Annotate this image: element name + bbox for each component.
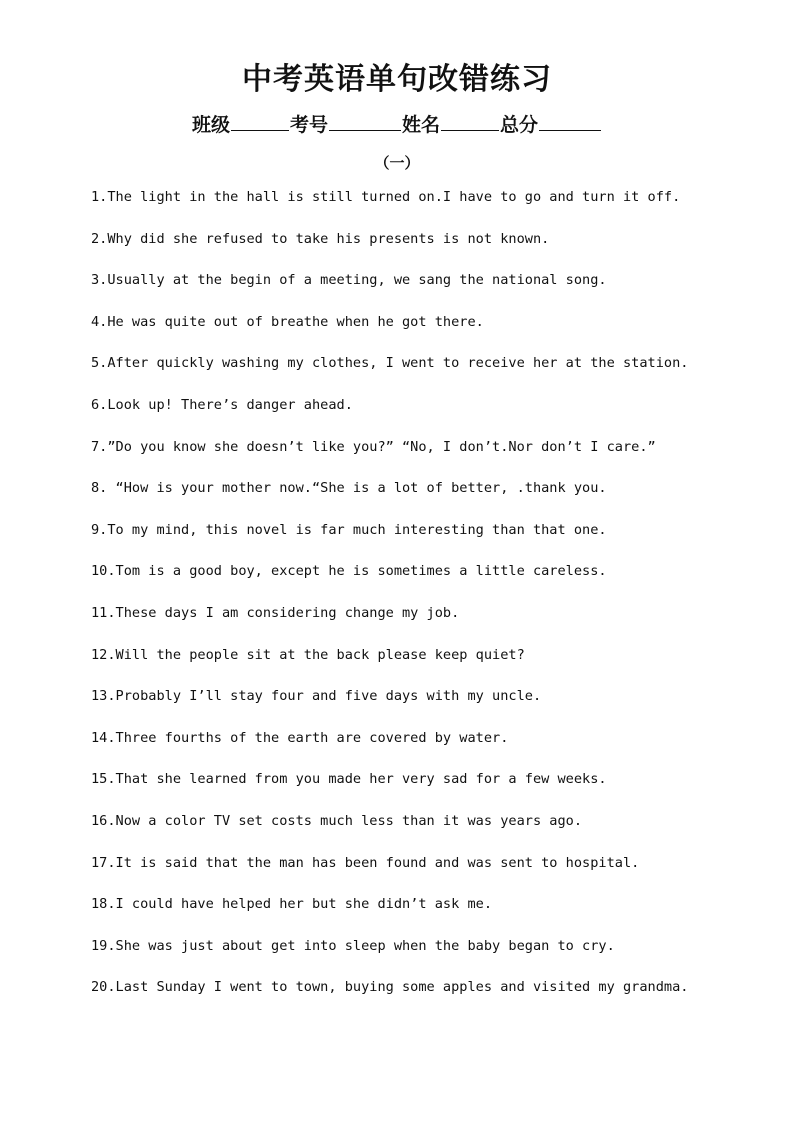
exercise-item: 20.Last Sunday I went to town, buying some apples and visited my grandma. bbox=[91, 979, 689, 996]
exercise-item: 8. “How is your mother now.“She is a lot of better, .thank you. bbox=[91, 480, 607, 497]
exercise-item: 1.The light in the hall is still turned on.I have to go and turn it off. bbox=[91, 189, 681, 205]
exercise-item: 14.Three fourths of the earth are covered by water. bbox=[91, 729, 509, 746]
score-blank bbox=[539, 110, 601, 131]
exercise-item: 19.She was just about get into sleep when the baby began to cry. bbox=[91, 937, 615, 954]
name-blank bbox=[441, 110, 499, 131]
exercise-item: 15.That she learned from you made her very sad for a few weeks. bbox=[91, 771, 607, 788]
exercise-item: 12.Will the people sit at the back please keep quiet? bbox=[91, 646, 525, 663]
exam-number-label: 考号 bbox=[289, 114, 328, 136]
exercise-item: 6.Look up! There’s danger ahead. bbox=[91, 396, 353, 413]
class-label: 班级 bbox=[191, 114, 230, 136]
exercise-item: 11.These days I am considering change my job. bbox=[91, 604, 460, 621]
page-title: 中考英语单句改错练习 bbox=[242, 62, 552, 97]
section-heading: （一） bbox=[374, 154, 420, 172]
exercise-item: 17.It is said that the man has been found and was sent to hospital. bbox=[91, 854, 640, 871]
class-blank bbox=[231, 110, 289, 131]
exercise-item: 9.To my mind, this novel is far much interesting than that one. bbox=[91, 521, 607, 538]
exercise-item: 7.”Do you know she doesn’t like you?” “No, I don’t.Nor don’t I care.” bbox=[91, 438, 656, 455]
exercise-list bbox=[91, 184, 751, 1016]
exercise-item: 4.He was quite out of breathe when he got there. bbox=[91, 313, 484, 330]
exercise-item: 3.Usually at the begin of a meeting, we sang the national song. bbox=[91, 272, 607, 289]
exam-number-blank bbox=[329, 110, 401, 131]
exercise-item: 10.Tom is a good boy, except he is sometimes a little careless. bbox=[91, 563, 607, 580]
exercise-item: 2.Why did she refused to take his presents is not known. bbox=[91, 230, 550, 247]
exercise-item: 18.I could have helped her but she didn’t ask me. bbox=[91, 896, 493, 913]
exercise-item: 5.After quickly washing my clothes, I went to receive her at the station. bbox=[91, 355, 689, 372]
name-label: 姓名 bbox=[402, 114, 441, 136]
exercise-item: 16.Now a color TV set costs much less than it was years ago. bbox=[91, 812, 583, 829]
score-label: 总分 bbox=[500, 114, 539, 136]
exercise-item: 13.Probably I’ll stay four and five days with my uncle. bbox=[91, 688, 542, 705]
student-info-row bbox=[0, 110, 794, 139]
